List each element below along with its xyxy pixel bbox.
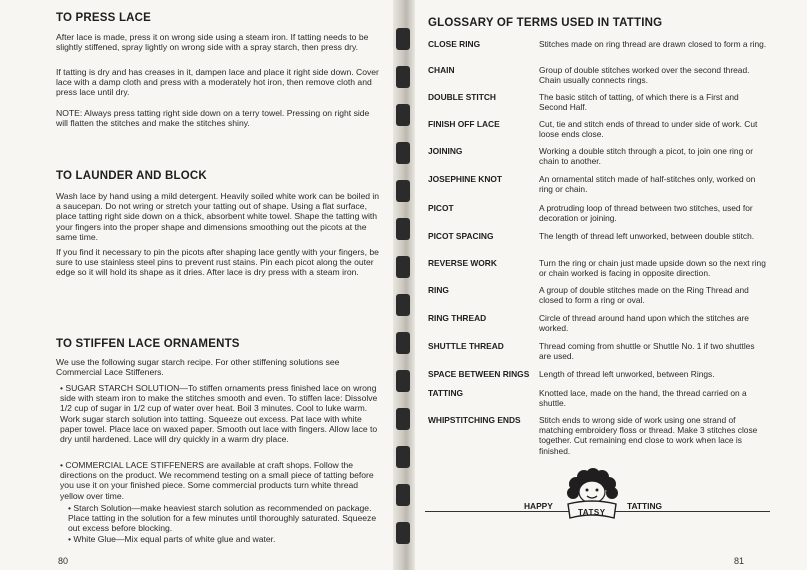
logo-left-word: HAPPY <box>524 501 553 511</box>
binding-ring <box>396 522 410 544</box>
glossary-term: DOUBLE STITCH <box>428 92 496 102</box>
glossary-definition: Cut, tie and stitch ends of thread to under side of work. Cut loose ends close. <box>539 119 758 140</box>
stiffen-ornaments-heading: TO STIFFEN LACE ORNAMENTS <box>56 338 240 350</box>
glossary-definition: Length of thread left unworked, between Rings. <box>539 369 715 379</box>
glossary-term: PICOT <box>428 203 454 213</box>
glossary-definition: Stitches made on ring thread are drawn closed to form a ring. <box>539 39 767 49</box>
glossary-term: REVERSE WORK <box>428 258 497 268</box>
glossary-definition: The basic stitch of tatting, of which there is a First and Second Half. <box>539 92 739 113</box>
stiffen-intro: We use the following sugar starch recipe. For other stiffening solutions see Commercial Lace Stiffeners. <box>56 357 340 378</box>
glossary-definition: Thread coming from shuttle or Shuttle No. 1 if two shuttles are used. <box>539 341 755 362</box>
binding-ring <box>396 256 410 278</box>
glossary-term: CHAIN <box>428 65 455 75</box>
sugar-starch-bullet: • SUGAR STARCH SOLUTION—To stiffen ornaments press finished lace on wrong side with steam iron to make the stitches smooth and even. To stiffen lace: Dissolve 1/2 cup of sugar in 1/2 cup of water over heat. Boil 3 minutes. Cool to luke warm. Work sugar starch solution into tatting. Squeeze out excess. Pat lace with white paper towel. Place lace on waxed paper. Smooth out lace with fingers. Allow lace to dry until hardened. Lace will dry quickly in a warm dry place. <box>60 383 378 445</box>
starch-solution-subbullet: • Starch Solution—make heaviest starch solution as recommended on package. Place tatting in the solution for a few minutes until thoroughly saturated. Squeeze out excess before blocking. <box>68 503 377 534</box>
binding-ring <box>396 28 410 50</box>
press-lace-heading: TO PRESS LACE <box>56 12 152 24</box>
glossary-term: FINISH OFF LACE <box>428 119 500 129</box>
glossary-term: CLOSE RING <box>428 39 481 49</box>
commercial-stiffeners-bullet: • COMMERCIAL LACE STIFFENERS are available at craft shops. Follow the directions on the product. We recommend testing on a small piece of tatting before you use it on your finished piece. Some commercial products turn white thread yellow over time. <box>60 460 374 501</box>
binding-ring <box>396 484 410 506</box>
glossary-term: RING THREAD <box>428 313 487 323</box>
binding-ring <box>396 218 410 240</box>
binding-ring <box>396 332 410 354</box>
binding-ring <box>396 446 410 468</box>
glossary-term: RING <box>428 285 449 295</box>
binding-ring <box>396 370 410 392</box>
glossary-definition: Knotted lace, made on the hand, the thread carried on a shuttle. <box>539 388 747 409</box>
glossary-heading: GLOSSARY OF TERMS USED IN TATTING <box>428 17 663 29</box>
launder-paragraph-2: If you find it necessary to pin the picots after shaping lace gently with your fingers, be sure to use stainless steel pins to prevent rust stains. Pin each picot along the outer edge so it will hold its shape as it dries. After lace is dry press with a steam iron. <box>56 247 379 278</box>
glossary-term: PICOT SPACING <box>428 231 494 241</box>
glossary-term: JOSEPHINE KNOT <box>428 174 502 184</box>
glossary-definition: A protruding loop of thread between two stitches, used for decoration or joining. <box>539 203 753 224</box>
glossary-term: SPACE BETWEEN RINGS <box>428 369 530 379</box>
white-glue-subbullet: • White Glue—Mix equal parts of white glue and water. <box>68 534 276 544</box>
logo-right-word: TATTING <box>627 501 663 511</box>
glossary-definition: Group of double stitches worked over the second thread. Chain usually connects rings. <box>539 65 750 86</box>
glossary-definition: Circle of thread around hand upon which the stitches are worked. <box>539 313 749 334</box>
launder-paragraph-1: Wash lace by hand using a mild detergent. Heavily soiled white work can be boiled in a saucepan. Do not wring or stretch your tatting out of shape. Using a flat surface, place tatting right side down on a thick, absorbent white towel. Shape the tatting with your fingers into the proper shape and dimensions smoothing out the picots at the same time. <box>56 191 380 242</box>
binding-ring <box>396 180 410 202</box>
glossary-term: TATTING <box>428 388 464 398</box>
press-lace-note: NOTE: Always press tatting right side down on a terry towel. Pressing on right side will flatten the stitches and make the stitches shiny. <box>56 108 370 129</box>
glossary-term: WHIPSTITCHING ENDS <box>428 415 521 425</box>
binding-ring <box>396 66 410 88</box>
binding-ring <box>396 104 410 126</box>
binding-ring <box>396 294 410 316</box>
glossary-definition: An ornamental stitch made of half-stitches only, worked on ring or chain. <box>539 174 756 195</box>
tatsy-logo-text: TATSY <box>578 508 606 517</box>
tatsy-mascot-icon <box>562 468 622 526</box>
binding-ring <box>396 142 410 164</box>
binding-ring <box>396 408 410 430</box>
press-lace-paragraph-2: If tatting is dry and has creases in it, dampen lace and place it right side down. Cover lace with a damp cloth and press with a moderately hot iron, then remove cloth and press lace until dry. <box>56 67 379 98</box>
page-number-right: 81 <box>734 556 745 566</box>
glossary-term: SHUTTLE THREAD <box>428 341 504 351</box>
launder-block-heading: TO LAUNDER AND BLOCK <box>56 170 207 182</box>
glossary-term: JOINING <box>428 146 463 156</box>
glossary-definition: Working a double stitch through a picot, to join one ring or chain to another. <box>539 146 753 167</box>
glossary-definition: A group of double stitches made on the Ring Thread and closed to form a ring or oval. <box>539 285 749 306</box>
press-lace-paragraph-1: After lace is made, press it on wrong side using a steam iron. If tatting needs to be slightly stiffened, spray lightly on wrong side with a spray starch, then press dry. <box>56 32 369 53</box>
glossary-definition: Turn the ring or chain just made upside down so the next ring or chain worked is facing in opposite direction. <box>539 258 766 279</box>
page-number-left: 80 <box>58 556 69 566</box>
glossary-definition: The length of thread left unworked, between double stitch. <box>539 231 755 241</box>
glossary-definition: Stitch ends to wrong side of work using one strand of matching embroidery floss or thread. Make 3 stitches close together. Cut remaining end close to work when lace is finished. <box>539 415 758 456</box>
